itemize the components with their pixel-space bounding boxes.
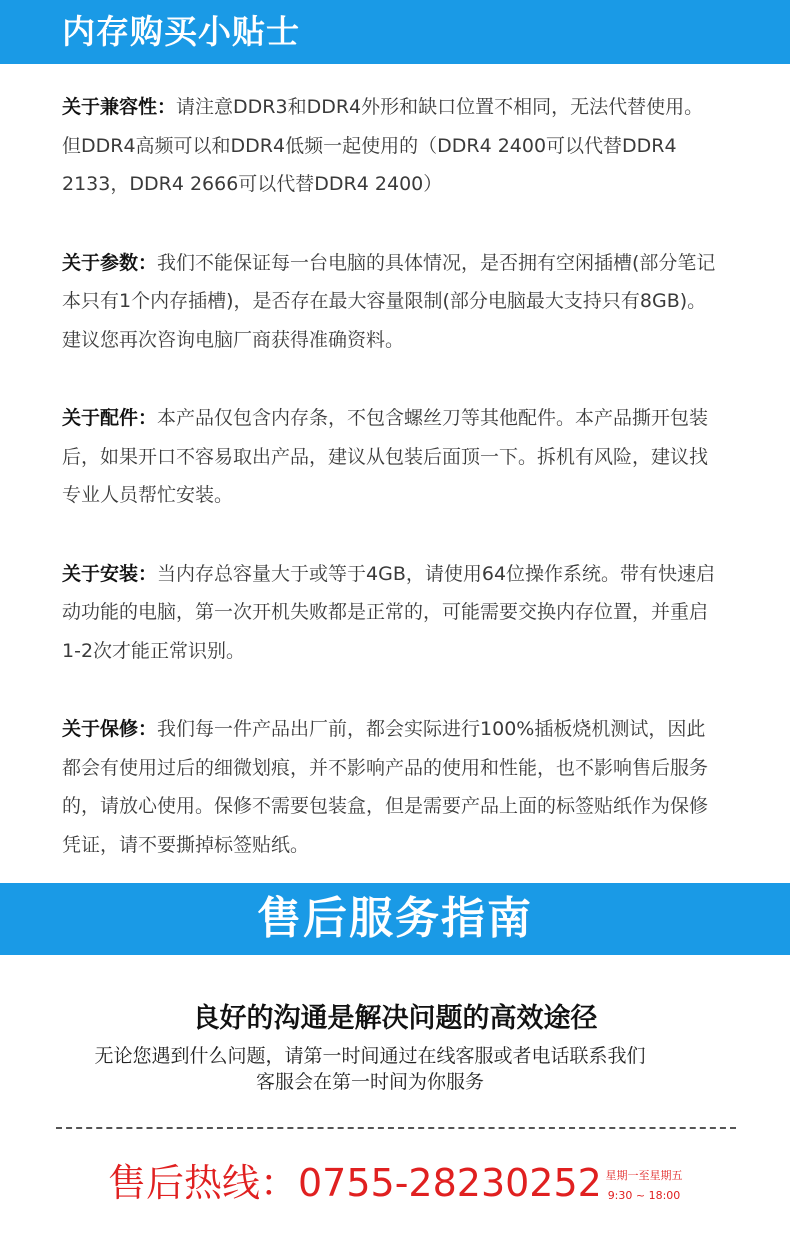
- tip-text: 我们不能保证每一台电脑的具体情况，是否拥有空闲插槽(部分笔记本只有1个内存插槽)，是否存在最大容量限制(部分电脑最大支持只有8GB)。建议您再次咨询电脑厂商获得准确资料。: [62, 251, 716, 351]
- service-description-line-2: 客服会在第一时间为你服务: [255, 1071, 484, 1093]
- tip-label: 关于配件：: [62, 407, 158, 429]
- tip-label: 关于参数：: [62, 251, 158, 274]
- tip-compatibility: [62, 88, 722, 204]
- tip-text: 本产品仅包含内存条，不包含螺丝刀等其他配件。本产品撕开包装后，如果开口不容易取出产品，建议从包装后面顶一下。拆机有风险，建议找专业人员帮忙安装。: [62, 407, 709, 506]
- tip-installation: [62, 555, 722, 671]
- tip-warranty: [62, 710, 722, 864]
- service-guide-title: 售后服务指南: [257, 893, 533, 944]
- tip-accessories: [62, 399, 722, 515]
- tip-text: 当内存总容量大于或等于4GB，请使用64位操作系统。带有快速启动功能的电脑，第一次开机失败都是正常的，可能需要交换内存位置，并重启1-2次才能正常识别。: [62, 562, 716, 662]
- tips-banner: [0, 0, 790, 64]
- service-time: 9:30 ~ 18:00: [607, 1189, 681, 1202]
- dashed-divider: [56, 1127, 736, 1129]
- tip-label: 关于保修：: [62, 718, 158, 740]
- service-heading: 良好的沟通是解决问题的高效途径: [192, 1003, 598, 1034]
- tip-label: 关于兼容性：: [62, 96, 177, 118]
- tips-list: [62, 88, 722, 904]
- service-description-line-1: 无论您遇到什么问题，请第一时间通过在线客服或者电话联系我们: [94, 1045, 646, 1067]
- tip-label: 关于安装：: [62, 562, 158, 585]
- service-guide-banner: [0, 883, 790, 955]
- tip-text: 我们每一件产品出厂前，都会实际进行100%插板烧机测试，因此都会有使用过后的细微划痕，并不影响产品的使用和性能，也不影响售后服务的，请放心使用。保修不需要包装盒，但是需要产品上面的标签贴纸作为保修凭证，请不要撕掉标签贴纸。: [62, 718, 709, 856]
- tip-text: 请注意DDR3和DDR4外形和缺口位置不相同，无法代替使用。但DDR4高频可以和DDR4低频一起使用的（DDR4 2400可以代替DDR4 2133，DDR4 2666可以代替DDR4 2400）: [62, 96, 704, 195]
- tips-title: 内存购买小贴士: [62, 12, 300, 51]
- hotline-number: 售后热线：0755-28230252: [108, 1161, 602, 1205]
- tip-parameters: [62, 244, 722, 360]
- service-days: 星期一至星期五: [605, 1169, 683, 1182]
- service-hours: [598, 1166, 690, 1206]
